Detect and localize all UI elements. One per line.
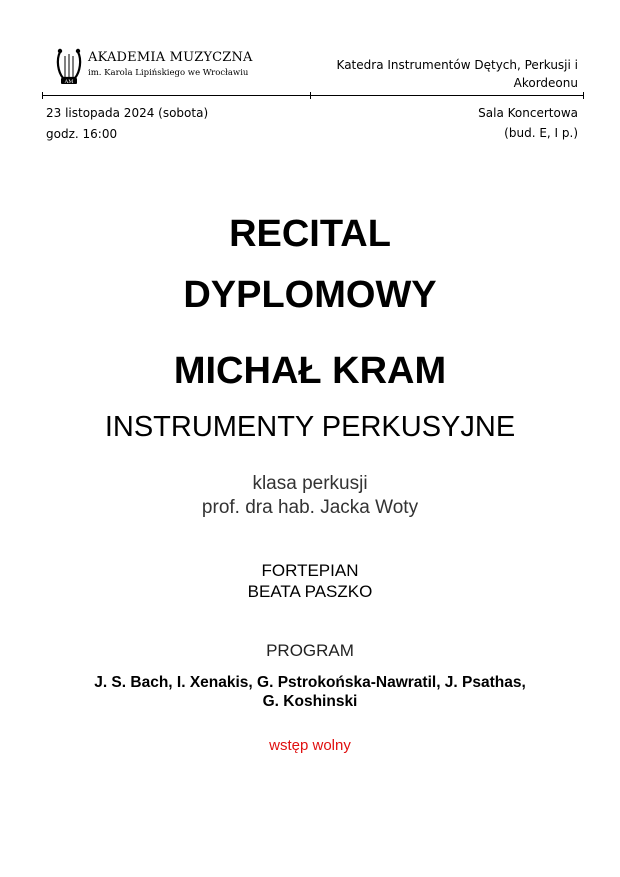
department-line: Katedra Instrumentów Dętych, Perkusji i	[336, 58, 578, 72]
composers-line-2: G. Koshinski	[262, 693, 358, 710]
composers-line-1: J. S. Bach, I. Xenakis, G. Pstrokońska-Nawratil, J. Psathas,	[94, 674, 526, 691]
title-line-1: RECITAL	[229, 213, 391, 255]
department-line: Akordeonu	[513, 76, 578, 90]
instrument: INSTRUMENTY PERKUSYJNE	[104, 411, 516, 443]
academy-logo	[54, 46, 254, 92]
admission-note: wstęp wolny	[269, 737, 351, 754]
accompanist-name: BEATA PASZKO	[247, 582, 373, 601]
teacher-name: prof. dra hab. Jacka Woty	[201, 497, 419, 518]
lyre-icon	[54, 46, 84, 88]
performer-name: MICHAŁ KRAM	[173, 350, 447, 392]
header-divider	[42, 95, 584, 96]
venue-detail: (bud. E, I p.)	[504, 126, 578, 140]
event-date: 23 listopada 2024 (sobota)	[46, 106, 209, 120]
divider-tick	[42, 92, 43, 99]
event-datetime	[46, 103, 208, 145]
accompaniment-label: FORTEPIAN	[261, 561, 359, 580]
title-line-2: DYPLOMOWY	[183, 274, 437, 316]
venue-name: Sala Koncertowa	[478, 106, 578, 120]
event-venue	[478, 103, 578, 143]
divider-tick	[310, 92, 311, 99]
program-label: PROGRAM	[266, 641, 354, 660]
event-time: godz. 16:00	[46, 127, 118, 141]
class-label: klasa perkusji	[252, 473, 368, 494]
academy-name: AKADEMIA MUZYCZNA	[88, 50, 253, 65]
department-name	[308, 56, 578, 92]
academy-subtitle: im. Karola Lipińskiego we Wrocławiu	[88, 68, 249, 78]
divider-tick	[583, 92, 584, 99]
svg-text:AM: AM	[64, 79, 74, 85]
